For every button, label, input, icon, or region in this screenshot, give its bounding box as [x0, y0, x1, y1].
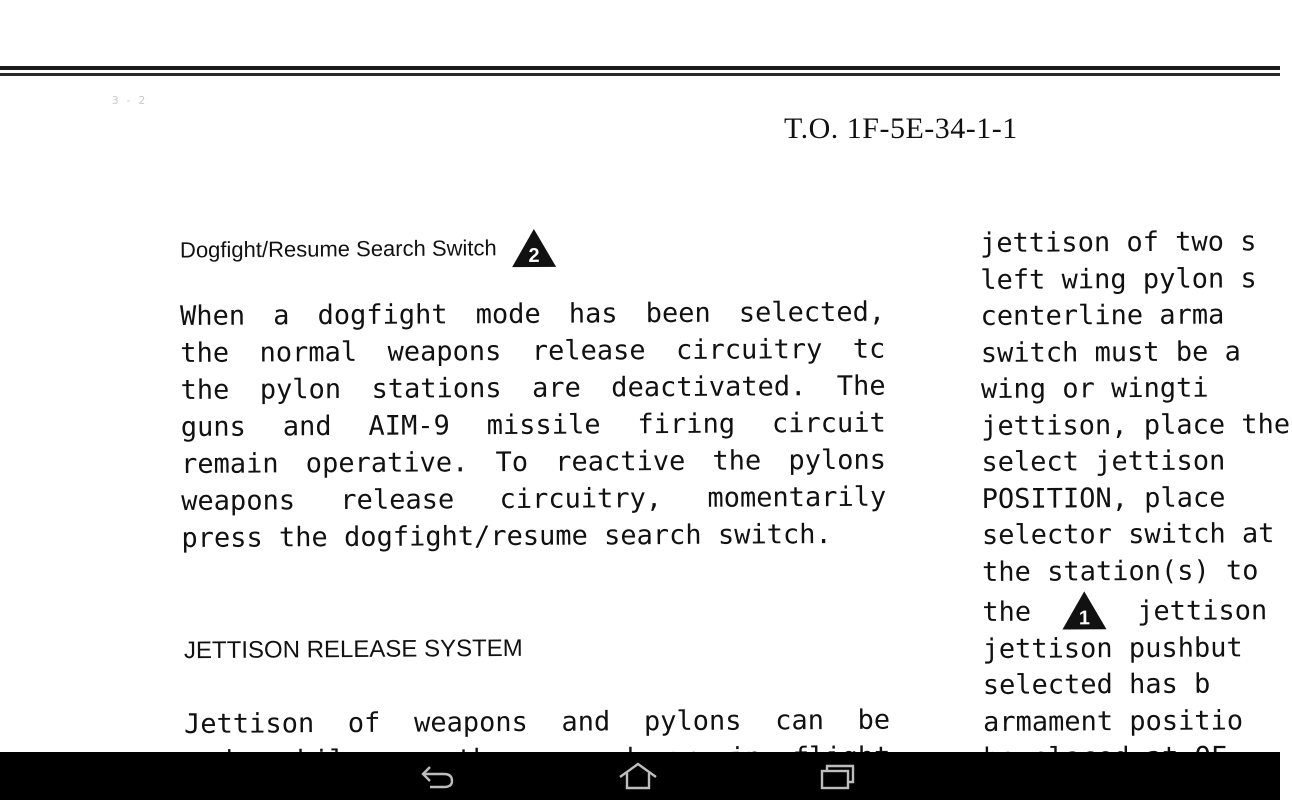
- right-column: [980, 224, 1291, 777]
- paragraph-line: the normal weapons release circuitry tc: [180, 333, 886, 369]
- warning-triangle-icon: [1061, 590, 1107, 630]
- column-word: jettison: [1137, 595, 1268, 628]
- note-number: 1: [1078, 607, 1090, 630]
- document-page[interactable]: [0, 78, 1291, 752]
- section-heading-dogfight: [180, 226, 890, 271]
- top-blank-bar: [0, 0, 1280, 66]
- paragraph-line: Jettison of weapons and pylons can be: [184, 704, 891, 740]
- home-button[interactable]: [608, 758, 668, 794]
- paragraph-line: remain operative. To reactive the pylons: [180, 444, 887, 480]
- paragraph-line: the pylon stations are deactivated. The: [180, 370, 886, 406]
- column-line: wing or wingti: [980, 372, 1209, 405]
- corner-mark: 3 - 2: [112, 94, 146, 107]
- recent-apps-icon: [818, 761, 858, 791]
- column-line: jettison, place the: [981, 408, 1291, 442]
- column-word: the: [982, 596, 1032, 628]
- column-line: POSITION, place: [981, 482, 1226, 515]
- column-line: jettison pushbut: [982, 631, 1243, 665]
- paragraph-line: When a dogfight mode has been selected,: [180, 296, 886, 332]
- column-line: selector switch at: [981, 518, 1275, 551]
- section-heading-jettison: JETTISON RELEASE SYSTEM: [183, 634, 523, 665]
- back-icon: [418, 761, 458, 791]
- column-line: centerline arma: [980, 299, 1225, 332]
- column-line: left wing pylon s: [980, 262, 1257, 296]
- heading-text: Dogfight/Resume Search Switch: [179, 235, 497, 263]
- column-line: select jettison: [981, 445, 1226, 478]
- left-column: [180, 228, 890, 557]
- paragraph-line: guns and AIM-9 missile firing circuit: [180, 407, 886, 443]
- system-navigation-bar: [0, 752, 1280, 800]
- column-line: the station(s) to: [982, 554, 1259, 588]
- column-line: armament positio: [982, 704, 1244, 738]
- warning-triangle-icon: [511, 228, 557, 268]
- top-divider-thin: [0, 73, 1280, 76]
- column-line: jettison of two s: [980, 226, 1257, 259]
- top-divider-thick: [0, 66, 1280, 70]
- back-button[interactable]: [408, 758, 468, 794]
- recent-apps-button[interactable]: [808, 758, 868, 794]
- technical-order-number: T.O. 1F-5E-34-1-1: [784, 112, 1018, 145]
- paragraph-line: weapons release circuitry, momentarily: [181, 481, 887, 517]
- column-line-with-icon: [982, 589, 1282, 631]
- dogfight-paragraph: [180, 294, 887, 557]
- paragraph-line: press the dogfight/resume search switch.: [181, 519, 832, 554]
- note-number: 2: [528, 244, 540, 268]
- column-line: selected has b: [982, 668, 1211, 701]
- column-line: switch must be a: [980, 335, 1241, 369]
- home-icon: [618, 761, 658, 791]
